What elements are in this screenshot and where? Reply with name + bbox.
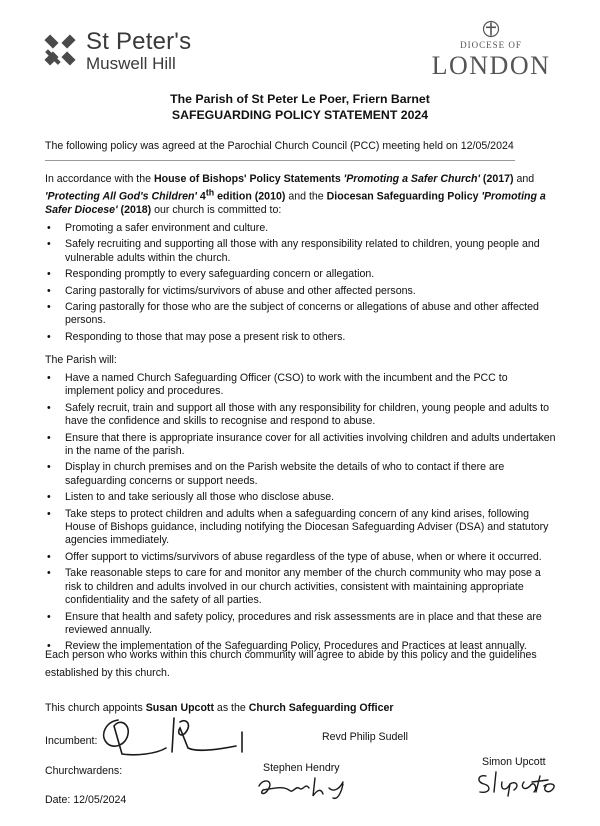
list-item: • Offer support to victims/survivors of abuse regardless of the type of abuse, when or where it occurred.	[45, 551, 557, 564]
list-item: • Caring pastorally for those who are the subject of concerns or allegations of abuse and other affected persons.	[45, 301, 557, 328]
intro-bold: House of Bishops' Policy Statements	[153, 173, 344, 185]
signature-date: Date: 12/05/2024	[45, 794, 127, 806]
intro-paragraph	[45, 173, 555, 218]
st-peters-logo	[40, 26, 240, 76]
list-item: • Safely recruiting and supporting all those with any responsibility related to children, young people and vulnerable adults within the church.	[45, 238, 557, 265]
intro-title-3: 'Promoting a Safer Diocese'	[45, 190, 546, 217]
intro-diocesan-policy: Diocesan Safeguarding Policy	[326, 190, 482, 203]
list-item: • Caring pastorally for victims/survivors of abuse and other affected persons.	[45, 285, 557, 298]
diocese-of-london-logo	[426, 20, 556, 80]
list-item: • Safely recruit, train and support all those with any responsibility for children, young people and adults to have the confidence and skills to recognise and respond to abuse.	[45, 402, 557, 429]
churchwardens-label: Churchwardens:	[45, 765, 123, 777]
list-item: • Ensure that health and safety policy, procedures and risk assessments are in place and that these are reviewed annually.	[45, 611, 557, 638]
incumbent-signature	[96, 712, 256, 762]
list-item: • Ensure that there is appropriate insurance cover for all activities involving children and adults undertaken in the name of the parish.	[45, 432, 557, 459]
church-name-primary: St Peter's	[86, 28, 192, 55]
commitments-list	[45, 222, 557, 347]
intro-year-3: (2018)	[117, 204, 152, 217]
list-item: • Responding promptly to every safeguarding concern or allegation.	[45, 268, 557, 281]
list-item: • Take reasonable steps to care for and monitor any member of the church community who may pose a risk to children and adults involved in our church activities, consistent with maintaining appropriate confidentiality and the safety of all parties.	[45, 567, 557, 607]
london-label: LONDON	[431, 51, 551, 80]
incumbent-name: Revd Philip Sudell	[322, 731, 408, 743]
agreement-statement: The following policy was agreed at the Parochial Church Council (PCC) meeting held on 12/05/2024	[45, 140, 514, 152]
intro-superscript: th	[205, 187, 215, 198]
intro-edition: 4	[196, 190, 206, 203]
appointment-text: This church appoints	[45, 702, 146, 714]
diocese-label: DIOCESE OF	[460, 40, 522, 50]
list-item: • Listen to and take seriously all those who disclose abuse.	[45, 491, 557, 504]
closing-statement: Each person who works within this church community will agree to abide by this policy and the guidelines established by this church.	[45, 649, 537, 679]
key-cross-emblem-icon	[40, 30, 80, 70]
intro-text: In accordance with the	[45, 173, 154, 185]
warden-2-signature	[472, 768, 562, 798]
list-item: • Promoting a safer environment and culture.	[45, 222, 557, 235]
list-item: • Take steps to protect children and adults when a safeguarding concern of any kind arises, following House of Bishops guidance, including notifying the Diocesan Safeguarding Adviser (DSA) and statutory agencies immediately.	[45, 508, 557, 548]
intro-title-1: 'Promoting a Safer Church'	[343, 173, 480, 185]
warden-1-name: Stephen Hendry	[263, 762, 340, 774]
cso-name: Susan Upcott	[145, 702, 214, 714]
intro-title-2: 'Protecting All God's Children'	[45, 190, 197, 203]
intro-text: and	[513, 173, 535, 185]
document-title: SAFEGUARDING POLICY STATEMENT 2024	[171, 108, 429, 122]
list-item: • Responding to those that may pose a present risk to others.	[45, 331, 557, 344]
appointment-text: as the	[213, 702, 249, 714]
parish-will-list	[45, 372, 557, 657]
diocese-cross-icon	[482, 20, 500, 38]
cso-role: Church Safeguarding Officer	[248, 702, 394, 714]
intro-edition-year: edition (2010)	[214, 190, 286, 203]
parish-will-heading: The Parish will:	[45, 354, 117, 366]
parish-title: The Parish of St Peter Le Poer, Friern Barnet	[170, 92, 430, 106]
warden-2-name: Simon Upcott	[482, 756, 546, 768]
church-name-secondary: Muswell Hill	[86, 54, 176, 73]
divider	[45, 160, 515, 161]
intro-year-1: (2017)	[479, 173, 514, 185]
intro-text: our church is committed to:	[151, 204, 282, 217]
warden-1-signature	[255, 772, 351, 802]
incumbent-label: Incumbent:	[45, 735, 98, 747]
list-item: • Review the implementation of the Safeguarding Policy, Procedures and Practices at least annually.	[45, 640, 557, 653]
intro-text: and the	[285, 190, 327, 203]
list-item: • Display in church premises and on the Parish website the details of who to contact if there are safeguarding concerns or support needs.	[45, 461, 557, 488]
list-item: • Have a named Church Safeguarding Officer (CSO) to work with the incumbent and the PCC to implement policy and procedures.	[45, 372, 557, 399]
